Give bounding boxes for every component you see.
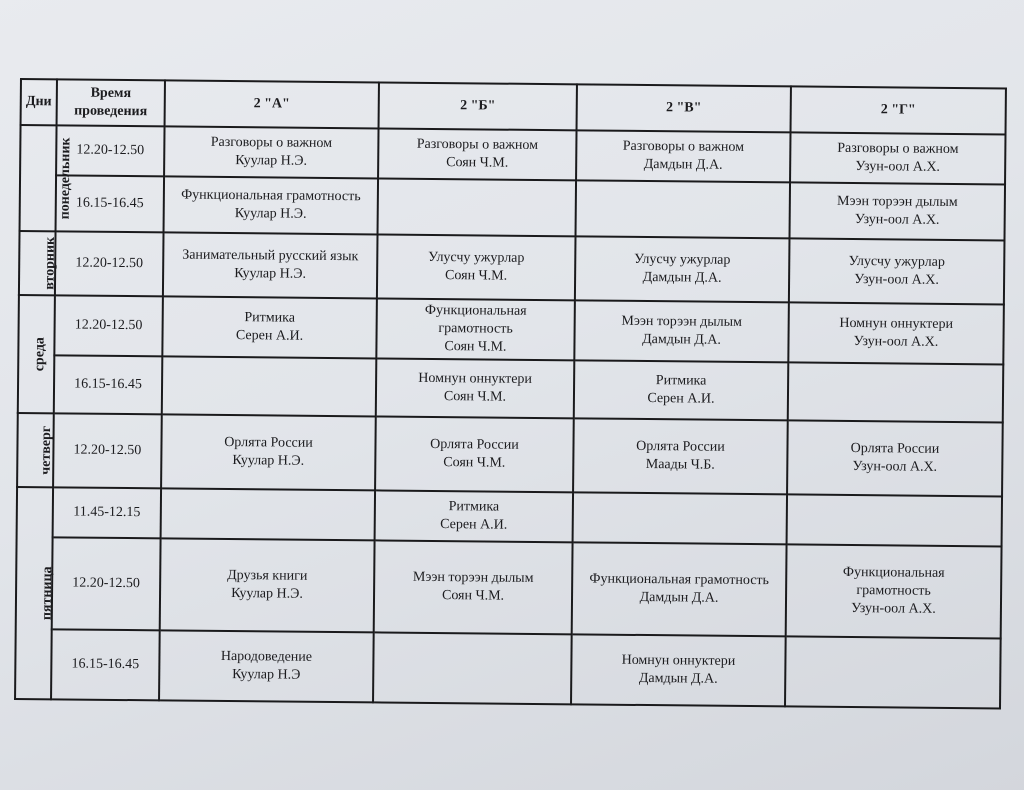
- class-header-g: 2 "Г": [791, 86, 1006, 134]
- lesson-cell: [376, 358, 575, 418]
- schedule-row: [18, 295, 1004, 364]
- lesson-cell: [786, 544, 1002, 638]
- subject-name: Разговоры о важном: [416, 136, 539, 153]
- day-label: вторник: [19, 231, 56, 295]
- teacher-name: Соян Ч.М.: [443, 455, 506, 471]
- time-header: Время проведения: [57, 79, 165, 126]
- schedule-row: [18, 355, 1004, 422]
- schedule-body: [15, 125, 1005, 708]
- lesson-cell: [161, 414, 376, 490]
- day-label: понедельник: [20, 125, 57, 231]
- lesson-cell: [160, 538, 375, 632]
- teacher-name: Куулар Н.Э.: [234, 266, 307, 282]
- subject-name: Ритмика: [244, 310, 296, 326]
- schedule-sheet: [14, 78, 1005, 709]
- time-cell: 16.15-16.45: [56, 175, 165, 232]
- subject-name: Улусчу ужурлар: [848, 253, 946, 270]
- teacher-name: Дамдын Д.А.: [642, 269, 722, 286]
- teacher-name: Куулар Н.Э.: [235, 153, 308, 169]
- teacher-name: Узун-оол А.Х.: [853, 334, 939, 350]
- lesson-cell: [373, 632, 572, 704]
- subject-name: Номнун оннуктери: [418, 370, 533, 387]
- subject-name: Орлята России: [636, 438, 725, 455]
- subject-name: Функциональная: [842, 564, 945, 581]
- day-label: четверг: [17, 413, 54, 487]
- lesson-cell: [161, 488, 375, 540]
- subject-name: Разговоры о важном: [837, 140, 959, 158]
- class-header-a: 2 "А": [165, 80, 379, 128]
- subject-name: Ритмика: [655, 373, 707, 389]
- lesson-cell: [164, 176, 379, 234]
- lesson-cell: [376, 298, 575, 360]
- schedule-row: [17, 413, 1003, 496]
- lesson-cell: [374, 540, 573, 634]
- teacher-name: Дамдын Д.А.: [642, 331, 721, 348]
- subject-name: Функциональная: [424, 302, 527, 319]
- time-cell: 16.15-16.45: [54, 355, 163, 414]
- lesson-cell: [162, 356, 377, 416]
- lesson-cell: [789, 238, 1005, 304]
- time-cell: 12.20-12.50: [53, 413, 162, 488]
- lesson-cell: [790, 132, 1005, 184]
- lesson-cell: [375, 416, 574, 492]
- lesson-cell: [574, 300, 789, 362]
- time-cell: 16.15-16.45: [51, 629, 160, 700]
- subject-name: Народоведение: [220, 648, 313, 665]
- class-header-b: 2 "Б": [379, 82, 577, 130]
- teacher-name: Куулар Н.Э.: [234, 206, 307, 222]
- teacher-name: Дамдын Д.А.: [639, 589, 719, 606]
- time-cell: 12.20-12.50: [56, 125, 164, 176]
- subject-name: Орлята России: [224, 434, 313, 451]
- subject-name: Мээн торээн дылым: [621, 313, 743, 330]
- teacher-name: Дамдын Д.А.: [638, 670, 718, 687]
- lesson-cell: [574, 360, 789, 420]
- teacher-name: Соян Ч.М.: [443, 389, 507, 405]
- time-cell: 12.20-12.50: [55, 231, 164, 296]
- lesson-cell: [573, 418, 788, 494]
- day-label: пятница: [15, 487, 53, 699]
- teacher-name: Узун-оол А.Х.: [851, 601, 936, 617]
- teacher-name: Соян Ч.М.: [446, 155, 509, 171]
- lesson-cell: [378, 178, 577, 236]
- teacher-name: Узун-оол А.Х.: [854, 212, 940, 228]
- lesson-cell: [575, 236, 790, 302]
- subject-name: Орлята России: [430, 436, 519, 453]
- lesson-cell: [788, 302, 1004, 364]
- class-header-v: 2 "В": [577, 84, 791, 132]
- subject-name: Функциональная грамотность: [181, 187, 361, 205]
- day-label: среда: [18, 295, 55, 413]
- lesson-cell: [787, 420, 1003, 496]
- teacher-name: Маады Ч.Б.: [645, 457, 715, 473]
- subject-name: Разговоры о важном: [622, 138, 745, 155]
- subject-name: Номнун оннуктери: [839, 315, 954, 332]
- subject-name: грамотность: [438, 321, 513, 337]
- subject-name: Орлята России: [850, 440, 940, 457]
- teacher-name: Серен А.И.: [440, 517, 508, 533]
- time-cell: 12.20-12.50: [54, 295, 163, 356]
- lesson-cell: [164, 126, 378, 178]
- teacher-name: Куулар Н.Э.: [231, 586, 303, 602]
- subject-name: Улусчу ужурлар: [428, 249, 525, 266]
- lesson-cell: [576, 180, 791, 238]
- teacher-name: Куулар Н.Э.: [232, 453, 305, 469]
- lesson-cell: [576, 130, 790, 182]
- time-cell: 11.45-12.15: [53, 487, 161, 538]
- lesson-cell: [788, 362, 1004, 422]
- subject-name: Функциональная грамотность: [589, 571, 770, 589]
- schedule-table: [14, 78, 1007, 709]
- subject-name: Ритмика: [448, 499, 500, 515]
- teacher-name: Дамдын Д.А.: [643, 156, 723, 173]
- lesson-cell: [785, 636, 1001, 708]
- teacher-name: Куулар Н.Э: [232, 667, 301, 683]
- subject-name: Занимательный русский язык: [182, 247, 359, 265]
- teacher-name: Серен А.И.: [647, 391, 715, 407]
- subject-name: Мээн торээн дылым: [837, 193, 958, 211]
- lesson-cell: [789, 182, 1005, 240]
- lesson-cell: [163, 232, 378, 298]
- schedule-row: [16, 537, 1002, 638]
- subject-name: Мээн торээн дылым: [412, 569, 534, 586]
- lesson-cell: [787, 494, 1002, 546]
- lesson-cell: [571, 634, 786, 706]
- lesson-cell: [572, 542, 787, 636]
- teacher-name: Узун-оол А.Х.: [855, 159, 941, 175]
- lesson-cell: [162, 296, 377, 358]
- days-header: Дни: [21, 79, 57, 125]
- time-cell: 12.20-12.50: [52, 537, 161, 630]
- subject-name: Друзья книги: [227, 568, 308, 584]
- lesson-cell: [377, 234, 576, 300]
- subject-name: Улусчу ужурлар: [634, 251, 731, 268]
- lesson-cell: [159, 630, 374, 702]
- schedule-row: [15, 629, 1001, 708]
- schedule-row: [19, 231, 1005, 304]
- schedule-row: [20, 175, 1005, 240]
- teacher-name: Соян Ч.М.: [444, 339, 507, 355]
- subject-name: грамотность: [856, 583, 931, 599]
- teacher-name: Узун-оол А.Х.: [854, 272, 939, 288]
- lesson-cell: [378, 128, 576, 180]
- teacher-name: Узун-оол А.Х.: [852, 459, 938, 475]
- teacher-name: Серен А.И.: [235, 328, 304, 344]
- subject-name: Разговоры о важном: [210, 134, 333, 151]
- teacher-name: Соян Ч.М.: [441, 588, 505, 604]
- lesson-cell: [573, 492, 787, 544]
- lesson-cell: [375, 490, 573, 542]
- teacher-name: Соян Ч.М.: [445, 268, 508, 284]
- subject-name: Номнун оннуктери: [621, 652, 736, 669]
